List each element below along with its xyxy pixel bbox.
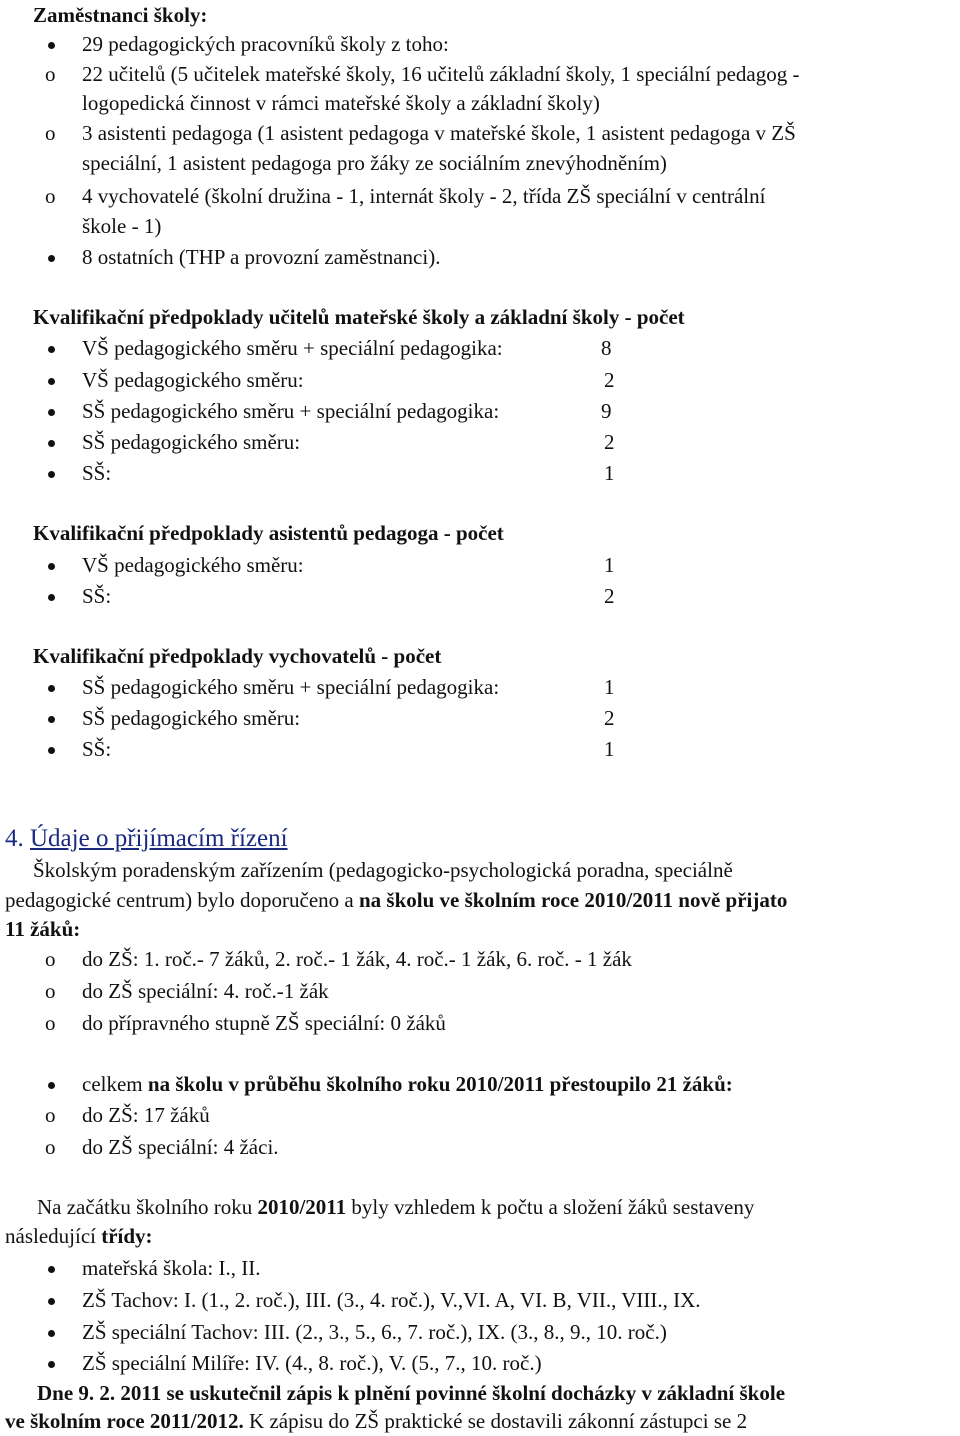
circle-bullet-icon: o bbox=[45, 62, 56, 86]
admission-count: 11 žáků: bbox=[5, 917, 81, 941]
staff-teachers: 22 učitelů (5 učitelek mateřské školy, 16 učitelů základní školy, 1 speciální pedagog - bbox=[82, 62, 800, 86]
bullet-icon bbox=[48, 747, 55, 754]
qual-row-label: SŠ pedagogického směru + speciální pedagogika: bbox=[82, 399, 500, 423]
classes-paragraph-line-2 bbox=[5, 1221, 153, 1251]
enrollment-line-1: Dne 9. 2. 2011 se uskutečnil zápis k plnění povinné školní docházky v základní škole bbox=[37, 1381, 786, 1405]
bullet-icon bbox=[48, 409, 55, 416]
class-item: ZŠ speciální Milíře: IV. (4., 8. roč.), V. (5., 7., 10. roč.) bbox=[82, 1351, 542, 1375]
classes-text: byly vzhledem k počtu a složení žáků sestaveny bbox=[346, 1195, 755, 1219]
bullet-icon bbox=[48, 1082, 55, 1089]
qual-row-value: 9 bbox=[601, 399, 612, 423]
bullet-icon bbox=[48, 378, 55, 385]
transfer-text-bold: na školu v průběhu školního roku 2010/2011 přestoupilo 21 žáků: bbox=[147, 1072, 733, 1096]
circle-bullet-icon: o bbox=[45, 947, 56, 971]
staff-educators-cont: škole - 1) bbox=[82, 214, 162, 238]
class-item: mateřská škola: I., II. bbox=[82, 1256, 261, 1280]
enrollment-line-2 bbox=[5, 1406, 747, 1436]
qual-row-label: VŠ pedagogického směru: bbox=[82, 553, 304, 577]
bullet-icon bbox=[48, 685, 55, 692]
qual-row-value: 2 bbox=[604, 430, 615, 454]
transfer-line bbox=[82, 1069, 733, 1099]
classes-year: 2010/2011 bbox=[257, 1195, 347, 1219]
bullet-icon bbox=[48, 471, 55, 478]
bullet-icon bbox=[48, 346, 55, 353]
qual-row-label: SŠ pedagogického směru + speciální pedagogika: bbox=[82, 675, 500, 699]
bullet-icon bbox=[48, 42, 55, 49]
class-item: ZŠ speciální Tachov: III. (2., 3., 5., 6., 7. roč.), IX. (3., 8., 9., 10. roč.) bbox=[82, 1320, 667, 1344]
circle-bullet-icon: o bbox=[45, 184, 56, 208]
bullet-icon bbox=[48, 1266, 55, 1273]
qual-row-value: 1 bbox=[604, 675, 615, 699]
class-item: ZŠ Tachov: I. (1., 2. roč.), III. (3., 4. roč.), V.,VI. A, VI. B, VII., VIII., IX. bbox=[82, 1288, 701, 1312]
qual-assistants-heading: Kvalifikační předpoklady asistentů pedagoga - počet bbox=[33, 521, 504, 545]
classes-text-bold: třídy: bbox=[101, 1224, 153, 1248]
qual-row-label: SŠ: bbox=[82, 584, 112, 608]
staff-heading: Zaměstnanci školy: bbox=[33, 3, 208, 27]
admission-paragraph-line-1: Školským poradenským zařízením (pedagogicko-psychologická poradna, speciálně bbox=[33, 858, 733, 882]
qual-row-value: 1 bbox=[604, 737, 615, 761]
admission-text: pedagogické centrum) bylo doporučeno a bbox=[5, 888, 359, 912]
bullet-icon bbox=[48, 716, 55, 723]
section-heading bbox=[5, 822, 288, 856]
qual-row-label: SŠ pedagogického směru: bbox=[82, 706, 301, 730]
qual-row-label: VŠ pedagogického směru + speciální pedagogika: bbox=[82, 336, 503, 360]
qual-row-value: 1 bbox=[604, 461, 615, 485]
bullet-icon bbox=[48, 594, 55, 601]
circle-bullet-icon: o bbox=[45, 1103, 56, 1127]
staff-total: 29 pedagogických pracovníků školy z toho: bbox=[82, 32, 449, 56]
circle-bullet-icon: o bbox=[45, 1135, 56, 1159]
bullet-icon bbox=[48, 1361, 55, 1368]
section-number: 4. bbox=[5, 825, 30, 852]
circle-bullet-icon: o bbox=[45, 121, 56, 145]
enrollment-text: K zápisu do ZŠ praktické se dostavili zákonní zástupci se 2 bbox=[243, 1409, 748, 1433]
admitted-item: do přípravného stupně ZŠ speciální: 0 žáků bbox=[82, 1011, 446, 1035]
transfer-text: celkem bbox=[82, 1072, 148, 1096]
staff-assistants-cont: speciální, 1 asistent pedagoga pro žáky ze sociálním znevýhodněním) bbox=[82, 151, 667, 175]
transferred-item: do ZŠ speciální: 4 žáci. bbox=[82, 1135, 279, 1159]
circle-bullet-icon: o bbox=[45, 1011, 56, 1035]
qual-row-value: 2 bbox=[604, 368, 615, 392]
bullet-icon bbox=[48, 1298, 55, 1305]
qual-educators-heading: Kvalifikační předpoklady vychovatelů - počet bbox=[33, 644, 442, 668]
qual-row-value: 8 bbox=[601, 336, 612, 360]
circle-bullet-icon: o bbox=[45, 979, 56, 1003]
bullet-icon bbox=[48, 440, 55, 447]
qual-row-label: VŠ pedagogického směru: bbox=[82, 368, 304, 392]
staff-assistants: 3 asistenti pedagoga (1 asistent pedagoga v mateřské škole, 1 asistent pedagoga v ZŠ bbox=[82, 121, 796, 145]
transferred-item: do ZŠ: 17 žáků bbox=[82, 1103, 210, 1127]
enrollment-text-bold: ve školním roce 2011/2012. bbox=[5, 1409, 244, 1433]
bullet-icon bbox=[48, 1330, 55, 1337]
bullet-icon bbox=[48, 563, 55, 570]
qual-row-value: 2 bbox=[604, 706, 615, 730]
admission-paragraph-line-2 bbox=[5, 885, 787, 915]
bullet-icon bbox=[48, 255, 55, 262]
staff-educators: 4 vychovatelé (školní družina - 1, internát školy - 2, třída ZŠ speciální v centrální bbox=[82, 184, 766, 208]
qual-teachers-heading: Kvalifikační předpoklady učitelů mateřské školy a základní školy - počet bbox=[33, 305, 685, 329]
staff-other: 8 ostatních (THP a provozní zaměstnanci). bbox=[82, 245, 441, 269]
classes-text: následující bbox=[5, 1224, 102, 1248]
section-title: Údaje o přijímacím řízení bbox=[30, 825, 288, 852]
qual-row-value: 2 bbox=[604, 584, 615, 608]
qual-row-value: 1 bbox=[604, 553, 615, 577]
qual-row-label: SŠ: bbox=[82, 461, 112, 485]
admission-text-bold: na školu ve školním roce 2010/2011 nově přijato bbox=[358, 888, 788, 912]
qual-row-label: SŠ: bbox=[82, 737, 112, 761]
admitted-item: do ZŠ: 1. roč.- 7 žáků, 2. roč.- 1 žák, 4. roč.- 1 žák, 6. roč. - 1 žák bbox=[82, 947, 632, 971]
staff-teachers-cont: logopedická činnost v rámci mateřské školy a základní školy) bbox=[82, 91, 600, 115]
qual-row-label: SŠ pedagogického směru: bbox=[82, 430, 301, 454]
classes-text: Na začátku školního roku bbox=[37, 1195, 258, 1219]
admitted-item: do ZŠ speciální: 4. roč.-1 žák bbox=[82, 979, 329, 1003]
classes-paragraph-line-1 bbox=[37, 1192, 754, 1222]
